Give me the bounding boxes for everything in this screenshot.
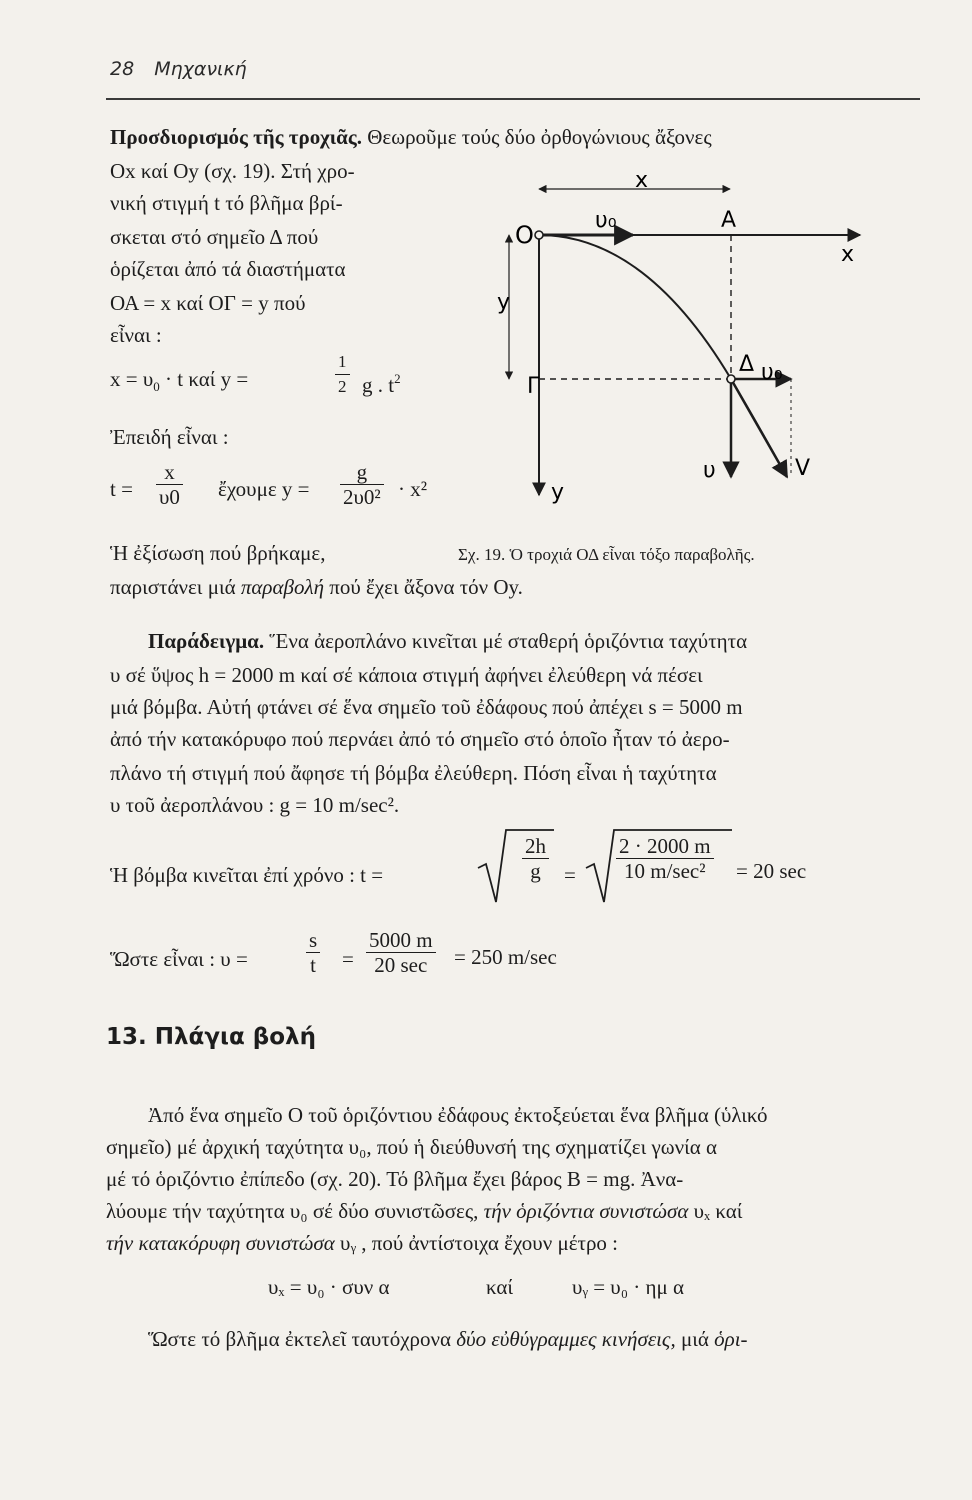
para4-line1-it2: ὁρι- [714,1327,748,1351]
eq2-fraction-2 [340,460,384,509]
label-x-dim: x [635,168,649,193]
para1-lead: Προσδιορισμός τῆς τροχιᾶς. [110,125,363,149]
section-heading: 13. Πλάγια βολή [106,1024,316,1050]
para2-parabola: παραβολή [240,575,324,599]
para3-line5 [106,1230,618,1256]
eq4-f2-num: 5000 m [366,928,436,953]
para1-line4: σκεται στό σημεῖο Δ πού [110,225,319,249]
label-O: Ο [515,221,534,249]
para4-line1-it: δύο εὐθύγραμμες κινήσεις, [456,1327,676,1351]
eq2-frac1-num: x [156,460,183,485]
page-number: 28 [110,58,135,80]
example-lead: Παράδειγμα. [148,629,265,653]
eq1-right-part [362,366,401,398]
since-line: Ἐπειδή εἶναι : [110,425,229,449]
para3-line2: σημεῖο) μέ ἀρχική ταχύτητα υ₀, πού ἡ διεύθυνσή της σχηματίζει γωνία α [106,1135,717,1159]
para2-line1: Ἡ ἐξίσωση πού βρήκαμε, [110,541,326,565]
eq4-f1-num: s [306,928,320,953]
example-line2: υ σέ ὕψος h = 2000 m καί σέ κάποια στιγμή ἀφήνει ἐλεύθερη νά πέσει [110,663,703,687]
label-y-dim: y [497,290,511,315]
para1-line5: ὁρίζεται ἀπό τά διαστήματα [110,257,346,281]
para4-line1-a: Ὥστε τό βλῆμα ἐκτελεῖ ταυτόχρονα [148,1327,452,1351]
example-line1 [148,628,747,654]
eq5-right: υᵧ = υ₀ · ημ α [572,1275,685,1299]
eq2-t: t = [110,477,133,501]
para1-line1 [110,124,712,150]
example-line1-rest: Ἕνα ἀεροπλάνο κινεῖται μέ σταθερή ὁριζόντια ταχύτητα [269,629,748,653]
point-D [727,375,735,383]
eq1-sub: 0 [153,379,160,394]
para3-line4-b: υₓ καί [693,1199,743,1223]
eq4-fraction-1 [306,928,320,977]
eq3-radical-1 [522,834,549,883]
para1-line2: Οx καί Οy (σχ. 19). Στή χρο- [110,159,355,183]
eq4-equals: = [342,947,354,971]
eq2-have: ἔχουμε y = [218,477,310,501]
label-v0-right: υ₀ [761,360,783,385]
equation-1 [110,366,248,400]
para3-line4 [106,1198,742,1224]
label-v0-top: υ₀ [595,208,617,233]
point-O [535,231,543,239]
eq2-frac2-num: g [340,460,384,485]
running-head [110,58,247,80]
eq1-sup: 2 [394,371,401,386]
eq4-f2-den: 20 sec [374,953,428,977]
para2-line2 [110,574,523,600]
eq3-r1-num: 2h [522,834,549,859]
chapter-title: Μηχανική [154,58,247,80]
eq3-r1-den: g [530,859,541,883]
eq3-r2-den: 10 m/sec² [624,859,706,883]
eq2-frac1-den: υ0 [159,485,180,509]
label-D: Δ [739,352,755,377]
eq3-equals: = [564,863,576,887]
label-v: υ [703,458,716,483]
para3-line5-it: τήν κατακόρυφη συνιστώσα [106,1231,335,1255]
para3-line4-it: τήν ὁριζόντια συνιστώσα [483,1199,689,1223]
example-line4: ἀπό τήν κατακόρυφο πού περνάει ἀπό τό σημεῖο στό ὁποῖο ἦταν τό ἀερο- [110,727,730,751]
eq2-fraction-1 [156,460,183,509]
eq5-left: υₓ = υ₀ · συν α [268,1275,390,1299]
para2-line2-b: πού ἔχει ἄξονα τόν Οy. [329,575,523,599]
eq1-frac-den: 2 [338,377,347,396]
para3-line5-b: υᵧ , πού ἀντίστοιχα ἔχουν μέτρο : [340,1231,619,1255]
V-resultant [731,379,787,477]
example-line3: μιά βόμβα. Αὐτή φτάνει σέ ἕνα σημεῖο τοῦ ἐδάφους πού ἀπέχει s = 5000 m [110,695,743,719]
header-rule [106,98,920,100]
para3-line1: Ἀπό ἕνα σημεῖο Ο τοῦ ὁριζόντιου ἐδάφους ἐκτοξεύεται ἕνα βλῆμα (ὑλικό [148,1103,768,1127]
eq3-r2-num: 2 · 2000 m [616,834,714,859]
label-A: Α [721,208,737,233]
eq4-f1-den: t [310,953,317,977]
para1-line3: νική στιγμή t τό βλῆμα βρί- [110,191,343,215]
eq4-lead: Ὥστε εἶναι : υ = [110,947,248,971]
label-y-axis: y [551,480,565,505]
eq1-fraction [335,350,350,399]
para1-line7: εἶναι : [110,323,162,347]
eq1-frac-num: 1 [335,350,350,375]
eq3-radical-2 [616,834,714,883]
eq1-left: x = υ [110,367,154,391]
para1-line6: ΟΑ = x καί ΟΓ = y πού [110,291,306,315]
para4-line1-b: μιά [680,1327,709,1351]
example-line5: πλάνο τή στιγμή πού ἄφησε τή βόμβα ἐλεύθερη. Πόση εἶναι ἡ ταχύτητα [110,761,717,785]
figure-19-caption: Σχ. 19. Ὁ τροχιά ΟΔ εἶναι τόξο παραβολῆς. [458,545,755,564]
example-line6: υ τοῦ ἀεροπλάνου : g = 10 m/sec². [110,793,400,817]
eq1-right: g . t [362,373,395,397]
figure-19 [495,165,875,545]
eq3-result: = 20 sec [736,859,807,883]
eq4-result: = 250 m/sec [454,945,557,969]
para3-line4-a: λύουμε τήν ταχύτητα υ₀ σέ δύο συνιστῶσες, [106,1199,479,1223]
label-V: V [795,456,811,481]
para4-line1 [148,1326,748,1352]
eq3-lead: Ἡ βόμβα κινεῖται ἐπί χρόνο : t = [110,863,384,887]
eq1-mid: · t καί y = [165,367,249,391]
para2-line2-a: παριστάνει μιά [110,575,236,599]
eq5-and: καί [486,1275,514,1299]
eq2-tail: · x² [398,477,428,501]
eq4-fraction-2 [366,928,436,977]
label-G: Γ [527,374,540,399]
para1-line1-rest: Θεωροῦμε τούς δύο ὀρθογώνιους ἄξονες [367,125,712,149]
para3-line3: μέ τό ὁριζόντιο ἐπίπεδο (σχ. 20). Τό βλῆμα ἔχει βάρος Β = mg. Ἀνα- [106,1167,684,1191]
label-x-axis: x [841,242,855,267]
eq2-frac2-den: 2υ0² [343,485,381,509]
